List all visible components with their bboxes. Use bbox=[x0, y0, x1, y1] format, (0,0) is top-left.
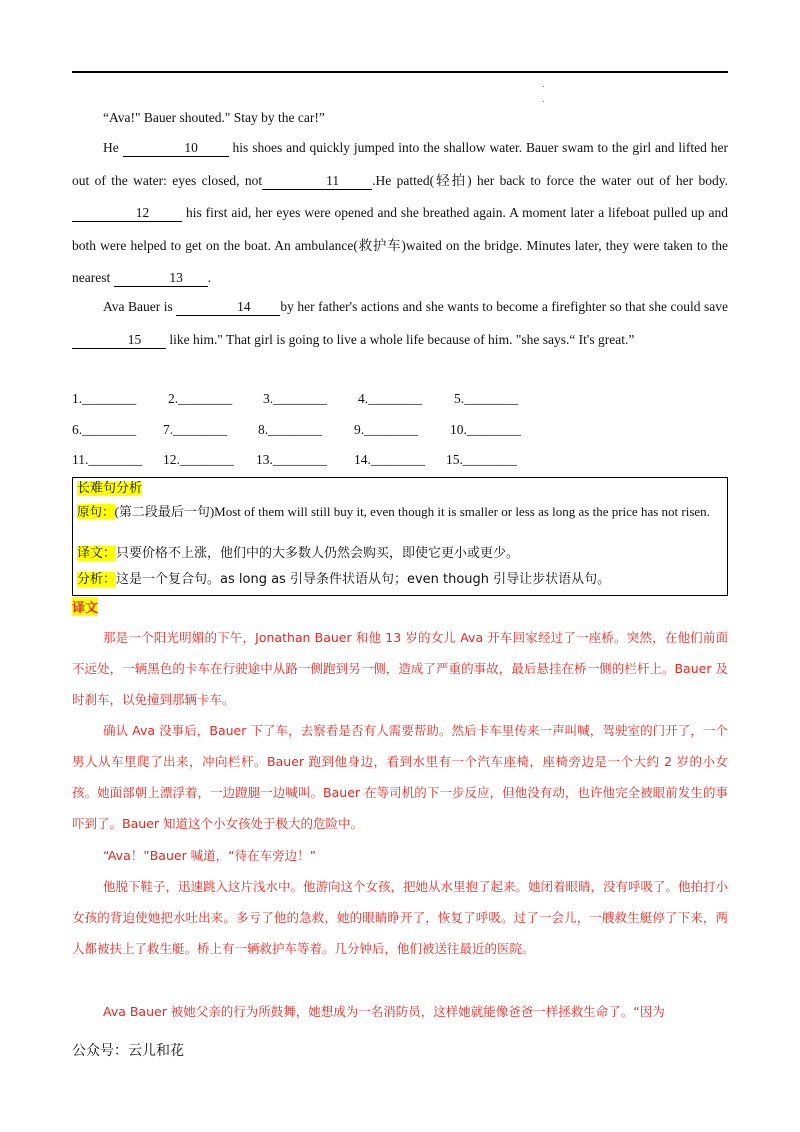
answer-row-1 bbox=[72, 391, 728, 411]
translation-paragraph-1: 那是一个阳光明媚的下午，Jonathan Bauer 和他 13 岁的女儿 Ava 开车回家经过了一座桥。突然，在他们前面不远处，一辆黑色的卡车在行驶途中从路一侧跑到另一侧，造成了严重的事故，最后悬挂在桥一侧的栏杆上。Bauer 及时刹车，以免撞到那辆卡车。 bbox=[72, 630, 728, 707]
answer-slot[interactable]: 2.________ bbox=[168, 391, 233, 406]
answer-slot[interactable]: 8.________ bbox=[258, 422, 323, 437]
answer-slot[interactable]: 14.________ bbox=[354, 452, 425, 467]
blank-11[interactable]: 11 bbox=[262, 173, 372, 190]
answer-slot[interactable]: 11.________ bbox=[72, 452, 143, 467]
translation-title: 译文 bbox=[72, 597, 98, 616]
header-rule bbox=[72, 71, 728, 73]
answer-slot[interactable]: 10.________ bbox=[450, 422, 521, 437]
translation-paragraph-4: 他脱下鞋子，迅速跳入这片浅水中。他游向这个女孩，把她从水里抱了起来。她闭着眼睛，没有呼吸了。他拍打小女孩的背迫使她把水吐出来。多亏了他的急救，她的眼睛睁开了，恢复了呼吸。过了一会儿，一艘救生艇停了下来，两人都被扶上了救生艇。桥上有一辆救护车等着。几分钟后，他们被送往最近的医院。 bbox=[72, 879, 729, 956]
sentence-translation bbox=[77, 543, 723, 564]
answer-slot[interactable]: 7.________ bbox=[163, 422, 228, 437]
blank-13[interactable]: 13 bbox=[114, 270, 208, 287]
original-label: 原句： bbox=[77, 504, 115, 519]
sentence-analysis bbox=[77, 569, 723, 590]
answer-slot[interactable]: 9.________ bbox=[354, 422, 419, 437]
story-text: his first aid, her eyes were opened and she breathed again. A moment later a lifeboat pulled up and both were helped to get on the boat. An ambulance(救护车)waited on the bridge. Minutes later, they were taken to the nearest bbox=[72, 205, 728, 285]
story-text: like him." That girl is going to live a whole life because of him. "she says.“ It's great.” bbox=[166, 331, 635, 347]
answer-slot[interactable]: 15.________ bbox=[446, 452, 517, 467]
translation-paragraph-3: “Ava！”Bauer 喊道，“待在车旁边！” bbox=[103, 848, 317, 863]
story-text: Ava Bauer is bbox=[103, 299, 177, 314]
footer-watermark: 公众号：云儿和花 bbox=[72, 1043, 184, 1059]
translation-paragraph-5: Ava Bauer 被她父亲的行为所鼓舞，她想成为一名消防员，这样她就能像爸爸一样拯救生命了。“因为 bbox=[103, 1004, 665, 1019]
answer-slot[interactable]: 5.________ bbox=[454, 391, 519, 406]
translation-text: 只要价格不上涨，他们中的大多数人仍然会购买，即使它更小或更少。 bbox=[116, 546, 520, 561]
story-text: .He patted(轻拍) her back to force the water out of her body. bbox=[372, 172, 728, 188]
analysis-heading: 长难句分析 bbox=[77, 481, 143, 496]
blank-10[interactable]: 10 bbox=[123, 140, 229, 157]
analysis-label: 分析： bbox=[77, 572, 117, 587]
answer-slot[interactable]: 4.________ bbox=[358, 391, 423, 406]
story-paragraph-1 bbox=[72, 102, 728, 135]
story-paragraph-2 bbox=[72, 132, 728, 296]
original-sentence bbox=[77, 501, 723, 522]
translation-label: 译文： bbox=[77, 546, 117, 561]
answer-row-2 bbox=[72, 422, 728, 442]
story-text: his shoes and quickly jumped into the shallow water. Bauer swam to the girl and lifted her out of the water: eyes closed, not bbox=[72, 140, 728, 188]
story-text: He bbox=[103, 140, 123, 155]
answer-slot[interactable]: 1.________ bbox=[72, 391, 137, 406]
scan-speck bbox=[543, 86, 544, 87]
original-text: (第二段最后一句)Most of them will still buy it, even though it is smaller or less as long as the price has not risen. bbox=[114, 504, 710, 519]
translation-paragraph-2: 确认 Ava 没事后，Bauer 下了车，去察看是否有人需要帮助。然后卡车里传来一声叫喊，驾驶室的门开了，一个男人从车里爬了出来，冲向栏杆。Bauer 跑到他身边，看到水里有一个汽车座椅，座椅旁边是一个大约 2 岁的小女孩。她面部朝上漂浮着，一边蹬腿一边喊叫。Bauer 在等司机的下一步反应，但他没有动，也许他完全被眼前发生的事吓到了。Bauer 知道这个小女孩处于极大的危险中。 bbox=[72, 723, 728, 831]
answer-slot[interactable]: 12.________ bbox=[163, 452, 234, 467]
story-text: “Ava!" Bauer shouted." Stay by the car!” bbox=[103, 110, 325, 125]
answer-row-3 bbox=[72, 452, 728, 472]
story-text: by her father's actions and she wants to become a firefighter so that she could save bbox=[280, 299, 728, 314]
analysis-text: 这是一个复合句。as long as 引导条件状语从句；even though 引导让步状语从句。 bbox=[116, 572, 611, 587]
blank-14[interactable]: 14 bbox=[176, 299, 280, 316]
answer-slot[interactable]: 6.________ bbox=[72, 422, 137, 437]
answer-slot[interactable]: 3.________ bbox=[263, 391, 328, 406]
blank-12[interactable]: 12 bbox=[72, 205, 182, 222]
blank-15[interactable]: 15 bbox=[72, 332, 166, 349]
sentence-analysis-box bbox=[72, 477, 728, 596]
answer-slot[interactable]: 13.________ bbox=[256, 452, 327, 467]
story-paragraph-3 bbox=[72, 291, 728, 356]
story-text: . bbox=[207, 270, 211, 285]
